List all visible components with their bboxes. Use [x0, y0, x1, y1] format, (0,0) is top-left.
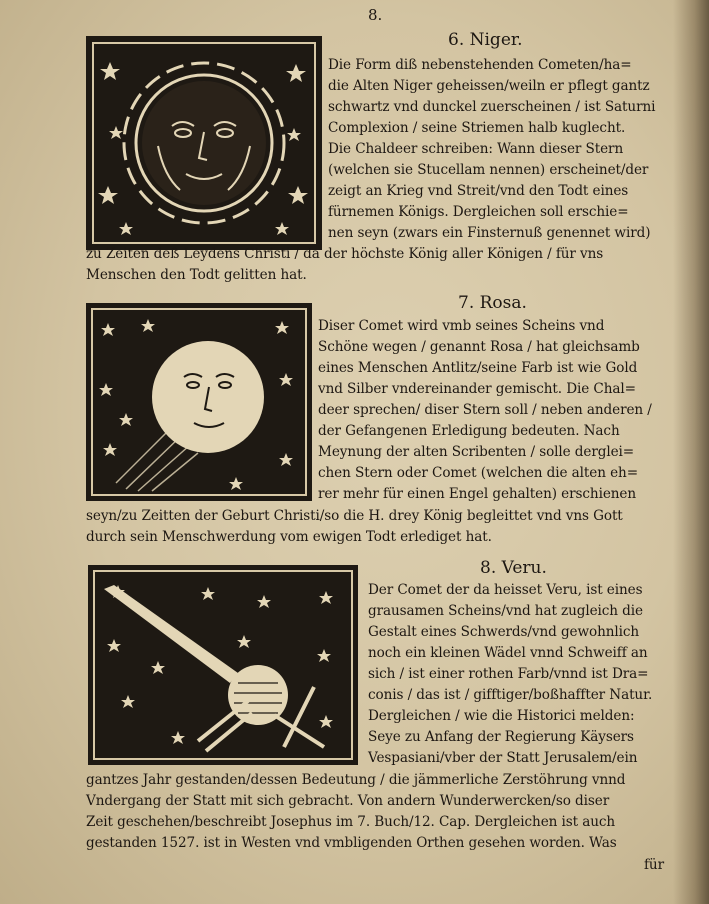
page-gutter-shadow [673, 0, 709, 904]
text-line: chen Stern oder Comet (welchen die alten eh= [318, 465, 638, 481]
catchword: für [644, 857, 664, 873]
text-line: die Alten Niger geheissen/weiln er pflegt gantz [328, 78, 650, 94]
text-line: seyn/zu Zeitten der Geburt Christi/so die H. drey König begleittet vnd vns Gott [86, 508, 623, 524]
text-line: Dergleichen / wie die Historici melden: [368, 708, 635, 724]
page-number: 8. [368, 6, 383, 24]
text-line: Vespasiani/vber der Statt Jerusalem/ein [368, 750, 638, 766]
text-line: conis / das ist / gifftiger/boßhaffter Natur. [368, 687, 653, 703]
section-heading-niger: 6. Niger. [448, 30, 523, 50]
text-line: nen seyn (zwars ein Finsternuß genennet wird) [328, 225, 651, 241]
section-heading-veru: 8. Veru. [480, 558, 547, 578]
text-line: Die Form diß nebenstehenden Cometen/ha= [328, 57, 632, 73]
text-line: Complexion / seine Striemen halb kuglecht. [328, 120, 626, 136]
text-line: Die Chaldeer schreiben: Wann dieser Stern [328, 141, 624, 157]
text-line: grausamen Scheins/vnd hat zugleich die [368, 603, 643, 619]
woodcut-rosa [86, 303, 312, 501]
text-line: zu Zeiten deß Leydens Christi / da der höchste König aller Königen / für vns [86, 246, 604, 262]
text-line: schwartz vnd dunckel zuerscheinen / ist Saturni [328, 99, 656, 115]
text-line: deer sprechen/ diser Stern soll / neben anderen / [318, 402, 652, 418]
text-line: Menschen den Todt gelitten hat. [86, 267, 307, 283]
text-line: der Gefangenen Erledigung bedeuten. Nach [318, 423, 620, 439]
text-line: zeigt an Krieg vnd Streit/vnd den Todt eines [328, 183, 629, 199]
text-line: Zeit geschehen/beschreibt Josephus im 7. Buch/12. Cap. Dergleichen ist auch [86, 814, 616, 830]
text-line: noch ein kleinen Wädel vnnd Schweiff an [368, 645, 648, 661]
text-line: gestanden 1527. ist in Westen vnd vmbligenden Orthen gesehen worden. Was [86, 835, 617, 851]
woodcut-niger [86, 36, 322, 250]
text-line: gantzes Jahr gestanden/dessen Bedeutung / die jämmerliche Zerstöhrung vnnd [86, 772, 626, 788]
section-heading-rosa: 7. Rosa. [458, 293, 527, 313]
text-line: Der Comet der da heisset Veru, ist eines [368, 582, 643, 598]
text-line: Meynung der alten Scribenten / solle derglei= [318, 444, 635, 460]
text-line: Schöne wegen / genannt Rosa / hat gleichsamb [318, 339, 640, 355]
woodcut-veru [88, 565, 358, 765]
text-line: Diser Comet wird vmb seines Scheins vnd [318, 318, 605, 334]
text-line: rer mehr für einen Engel gehalten) erschienen [318, 486, 637, 502]
text-line: vnd Silber vndereinander gemischt. Die Chal= [318, 381, 636, 397]
text-line: fürnemen Königs. Dergleichen soll erschie= [328, 204, 629, 220]
text-line: Gestalt eines Schwerds/vnd gewohnlich [368, 624, 640, 640]
text-line: Seye zu Anfang der Regierung Käysers [368, 729, 634, 745]
text-line: Vndergang der Statt mit sich gebracht. Von andern Wunderwercken/so diser [86, 793, 610, 809]
text-line: sich / ist einer rothen Farb/vnnd ist Dra= [368, 666, 649, 682]
text-line: eines Menschen Antlitz/seine Farb ist wie Gold [318, 360, 638, 376]
text-line: durch sein Menschwerdung vom ewigen Todt erlediget hat. [86, 529, 492, 545]
text-line: (welchen sie Stucellam nennen) erscheinet/der [328, 162, 649, 178]
